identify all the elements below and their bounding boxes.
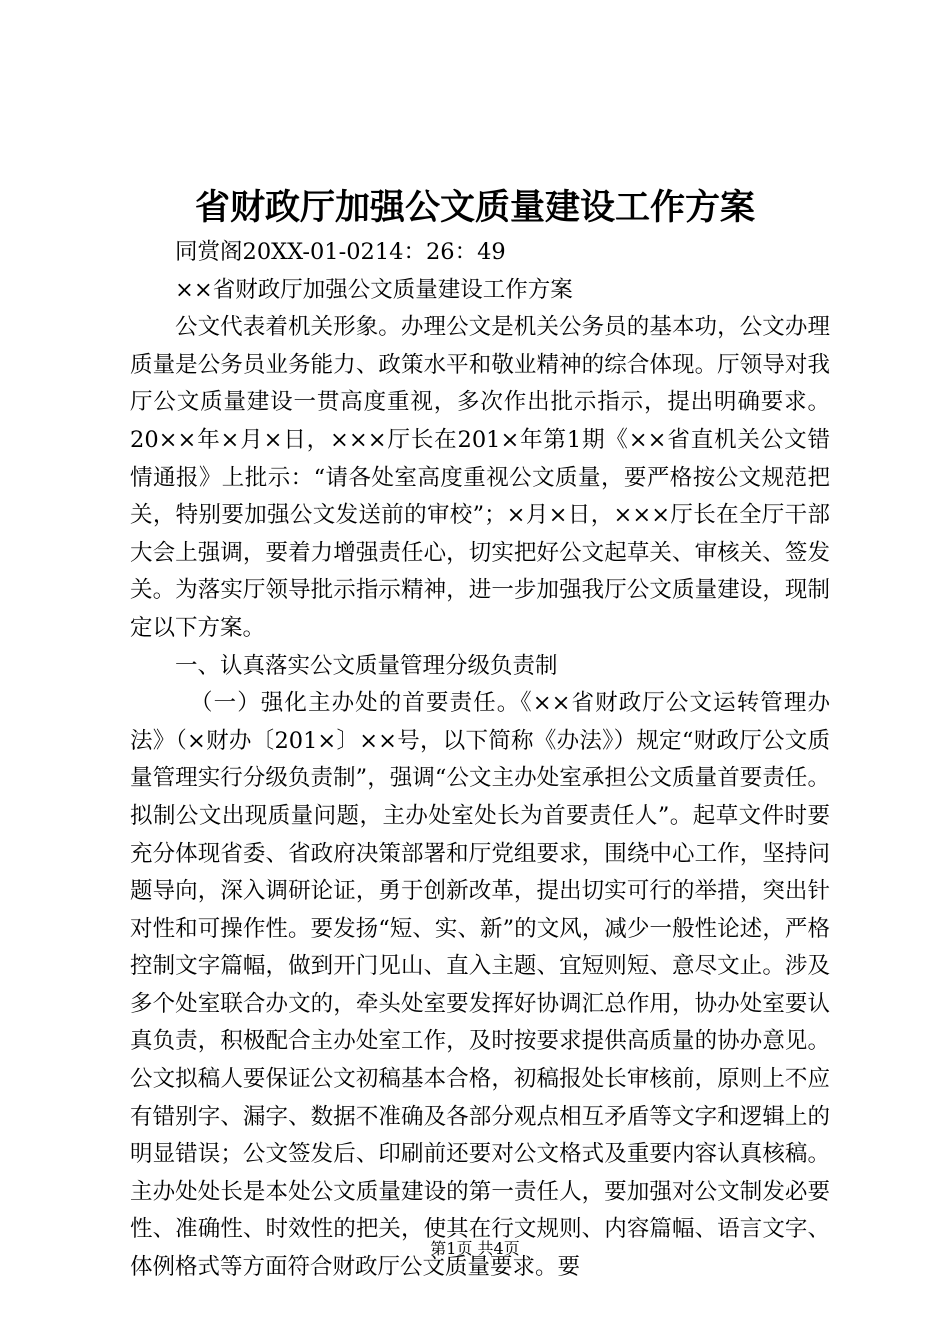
document-title: 省财政厅加强公文质量建设工作方案 [194,187,755,228]
document-subtitle: ××省财政厅加强公文质量建设工作方案 [175,276,573,303]
page-footer: 第1页 共4页 [430,1239,520,1258]
section-heading-1: 一、认真落实公文质量管理分级负责制 [175,652,558,679]
paragraph-section-1-1: （一）强化主办处的首要责任。《××省财政厅公文运转管理办法》（×财办〔201×〕××号，以下简称《办法》）规定“财政厅公文质量管理实行分级负责制”，强调“公文主办处室承担公文质量首要责任。拟制公文出现质量问题，主办处室处长为首要责任人”。起草文件时要充分体现省委、省政府决策部署和厅党组要求，围绕中心工作，坚持问题导向，深入调研论证，勇于创新改革，提出切实可行的举措，突出针对性和可操作性。要发扬“短、实、新”的文风，减少一般性论述，严格控制文字篇幅，做到开门见山、直入主题、宜短则短、意尽文止。涉及多个处室联合办文的，牵头处室要发挥好协调汇总作用，协办处室要认真负责，积极配合主办处室工作，及时按要求提供高质量的协办意见。公文拟稿人要保证公文初稿基本合格，初稿报处长审核前，原则上不应有错别字、漏字、数据不准确及各部分观点相互矛盾等文字和逻辑上的明显错误；公文签发后、印刷前还要对公文格式及重要内容认真核稿。主办处处长是本处公文质量建设的第一责任人，要加强对公文制发必要性、准确性、时效性的把关，使其在行文规则、内容篇幅、语言文字、体例格式等方面符合财政厅公文质量要求。要 [130,690,830,1281]
paragraph-intro: 公文代表着机关形象。办理公文是机关公务员的基本功，公文办理质量是公务员业务能力、政策水平和敬业精神的综合体现。厅领导对我厅公文质量建设一贯高度重视，多次作出批示指示，提出明确要求。20××年×月×日，×××厅长在201×年第1期《××省直机关公文错情通报》上批示：“请各处室高度重视公文质量，要严格按公文规范把关，特别要加强公文发送前的审校”；×月×日，×××厅长在全厅干部大会上强调，要着力增强责任心，切实把好公文起草关、审核关、签发关。为落实厅领导批示指示精神，进一步加强我厅公文质量建设，现制定以下方案。 [130,314,830,641]
meta-line: 同赏阁20XX-01-0214：26：49 [175,239,506,265]
document-body [130,234,830,1287]
